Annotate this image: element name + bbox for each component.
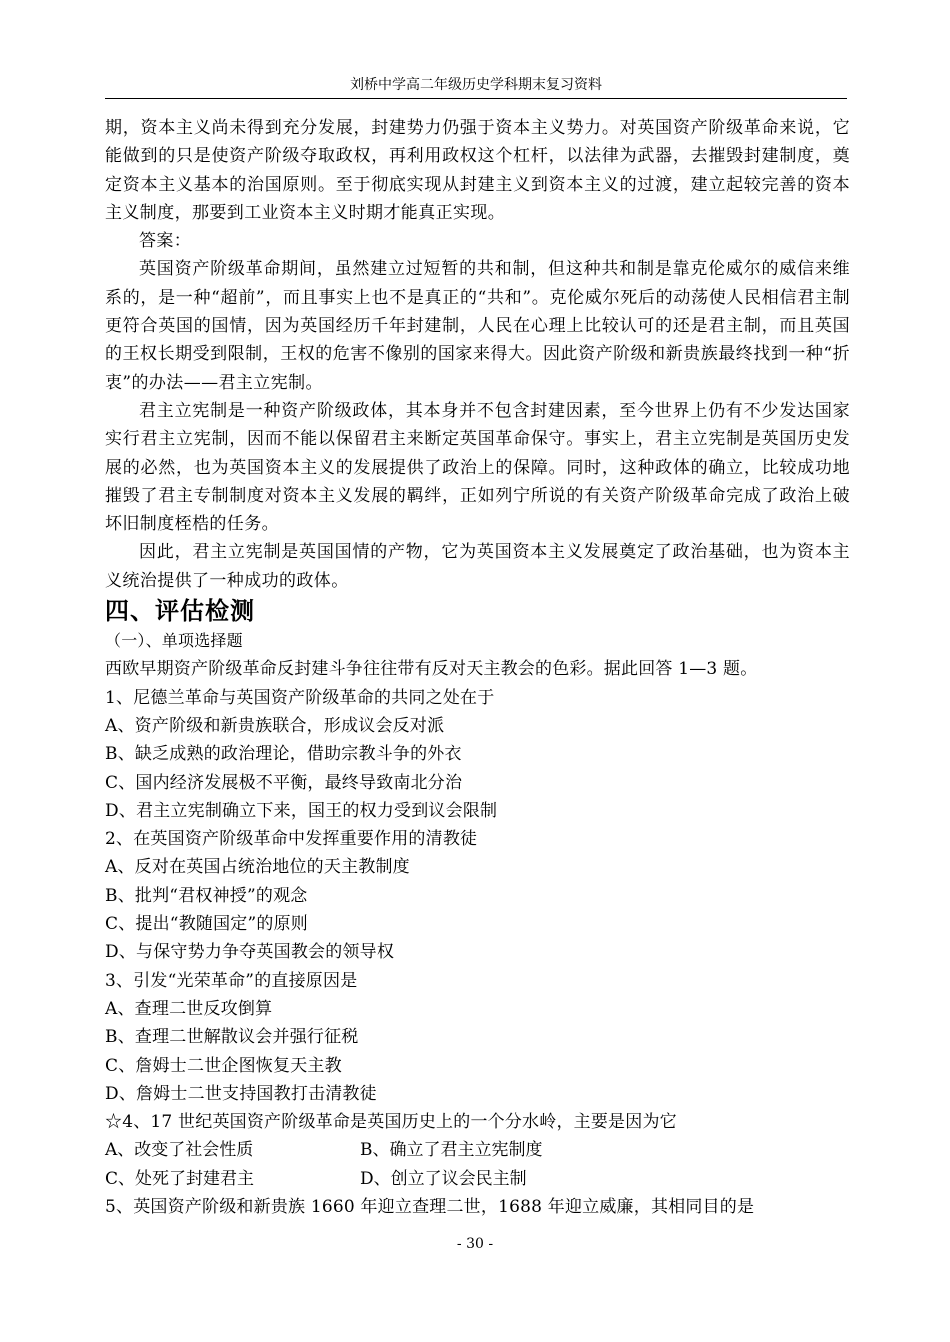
page-footer bbox=[0, 1236, 950, 1252]
question-3-option-d: D、詹姆士二世支持国教打击清教徒 bbox=[105, 1083, 377, 1104]
question-3-option-c: C、詹姆士二世企图恢复天主教 bbox=[105, 1055, 342, 1076]
question-5: 5、英国资产阶级和新贵族 1660 年迎立查理二世，1688 年迎立威廉，其相同目的是 bbox=[105, 1196, 755, 1217]
question-4-option-b: B、确立了君主立宪制度 bbox=[360, 1140, 543, 1161]
question-1-option-b: B、缺乏成熟的政治理论，借助宗教斗争的外衣 bbox=[105, 744, 462, 765]
question-1-option-c: C、国内经济发展极不平衡，最终导致南北分治 bbox=[105, 772, 463, 793]
question-intro: 西欧早期资产阶级革命反封建斗争往往带有反对天主教会的色彩。据此回答 1—3 题。 bbox=[105, 659, 758, 680]
question-2-option-a: A、反对在英国占统治地位的天主教制度 bbox=[105, 857, 410, 878]
page-header bbox=[105, 72, 847, 99]
question-2-option-b: B、批判“君权神授”的观念 bbox=[105, 885, 308, 906]
question-3: 3、引发“光荣革命”的直接原因是 bbox=[105, 970, 358, 991]
question-1: 1、尼德兰革命与英国资产阶级革命的共同之处在于 bbox=[105, 687, 495, 708]
header-title: 刘桥中学高二年级历史学科期末复习资料 bbox=[350, 77, 602, 93]
question-1-option-a: A、资产阶级和新贵族联合，形成议会反对派 bbox=[105, 715, 445, 736]
question-4-option-a: A、改变了社会性质 bbox=[105, 1140, 254, 1161]
question-2-option-c: C、提出“教随国定”的原则 bbox=[105, 914, 308, 935]
section-subtitle: （一）、单项选择题 bbox=[105, 631, 243, 651]
question-1-option-d: D、君主立宪制确立下来，国王的权力受到议会限制 bbox=[105, 800, 498, 821]
question-4-options-row-2 bbox=[105, 1165, 850, 1193]
question-3-option-b: B、查理二世解散议会并强行征税 bbox=[105, 1027, 359, 1048]
answer-label: 答案： bbox=[139, 231, 192, 252]
question-4-option-c: C、处死了封建君主 bbox=[105, 1168, 255, 1189]
question-3-option-a: A、查理二世反攻倒算 bbox=[105, 998, 273, 1019]
answer-paragraph-2: 君主立宪制是一种资产阶级政体，其本身并不包含封建因素，至今世界上仍有不少发达国家实行君主立宪制，因而不能以保留君主来断定英国革命保守。事实上，君主立宪制是英国历史发展的必然，也为英国资本主义的发展提供了政治上的保障。同时，这种政体的确立，比较成功地摧毁了君主专制制度对资本主义发展的羁绊，正如列宁所说的有关资产阶级革命完成了政治上破坏旧制度桎梏的任务。 bbox=[105, 400, 850, 535]
question-2: 2、在英国资产阶级革命中发挥重要作用的清教徒 bbox=[105, 829, 478, 850]
question-4-options-row-1 bbox=[105, 1136, 850, 1164]
answer-paragraph-3: 因此，君主立宪制是英国国情的产物，它为英国资本主义发展奠定了政治基础，也为资本主义统治提供了一种成功的政体。 bbox=[105, 542, 850, 591]
answer-paragraph-1: 英国资产阶级革命期间，虽然建立过短暂的共和制，但这种共和制是靠克伦威尔的威信来维系的，是一种“超前”，而且事实上也不是真正的“共和”。克伦威尔死后的动荡使人民相信君主制更符合英国的国情，因为英国经历千年封建制，人民在心理上比较认可的还是君主制，而且英国的王权长期受到限制，王权的危害不像别的国家来得大。因此资产阶级和新贵族最终找到一种“折衷”的办法——君主立宪制。 bbox=[105, 259, 850, 393]
document-body bbox=[105, 114, 850, 1221]
question-2-option-d: D、与保守势力争夺英国教会的领导权 bbox=[105, 942, 395, 963]
question-4: ☆4、17 世纪英国资产阶级革命是英国历史上的一个分水岭，主要是因为它 bbox=[105, 1112, 677, 1133]
question-4-option-d: D、创立了议会民主制 bbox=[360, 1168, 527, 1189]
paragraph-continuation: 期，资本主义尚未得到充分发展，封建势力仍强于资本主义势力。对英国资产阶级革命来说，它能做到的只是使资产阶级夺取政权，再利用政权这个杠杆，以法律为武器，去摧毁封建制度，奠定资本主义基本的治国原则。至于彻底实现从封建主义到资本主义的过渡，建立起较完善的资本主义制度，那要到工业资本主义时期才能真正实现。 bbox=[105, 118, 850, 223]
section-title: 四、评估检测 bbox=[105, 597, 255, 626]
page-number: - 30 - bbox=[456, 1236, 494, 1252]
